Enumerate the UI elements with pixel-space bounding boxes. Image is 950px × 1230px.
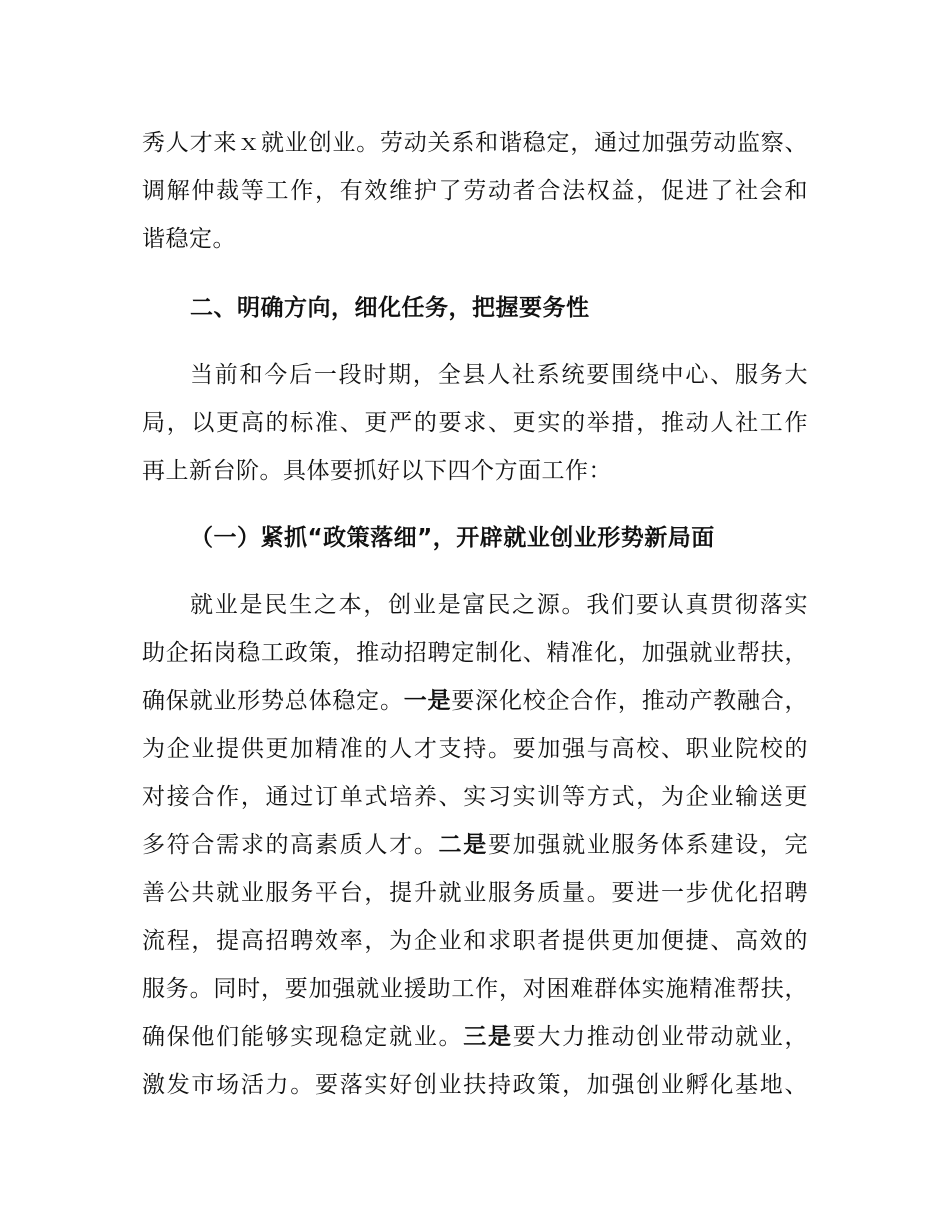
para3-line-5: 对接合作，通过订单式培养、实习实训等方式，为企业输送更 [142,784,808,810]
para3-line-9: 服务。同时，要加强就业援助工作，对困难群体实施精准帮扶， [142,976,808,1002]
section-heading-2: 二、明确方向，细化任务，把握要务性 [190,295,590,321]
para3-line-2: 助企拓岗稳工政策，推动招聘定制化、精准化，加强就业帮扶， [142,640,808,666]
para3-line-7: 善公共就业服务平台，提升就业服务质量。要进一步优化招聘 [142,880,808,906]
second-point-marker: 二是 [438,832,488,858]
para2-line-2: 局，以更高的标准、更严的要求、更实的举措，推动人社工作 [142,410,808,436]
third-point-marker: 三是 [463,1024,513,1050]
para3-line-4: 为企业提供更加精准的人才支持。要加强与高校、职业院校的 [142,736,808,762]
para2-line-1: 当前和今后一段时期，全县人社系统要围绕中心、服务大 [190,362,808,388]
para1-line-2: 调解仲裁等工作，有效维护了劳动者合法权益，促进了社会和 [142,178,808,204]
para3-line-11: 激发市场活力。要落实好创业扶持政策，加强创业孵化基地、 [142,1072,808,1098]
para2-line-3: 再上新台阶。具体要抓好以下四个方面工作： [142,458,612,484]
para3-line-8: 流程，提高招聘效率，为企业和求职者提供更加便捷、高效的 [142,928,808,954]
para3-line-3a: 确保就业形势总体稳定。 [142,688,404,714]
first-point-marker: 一是 [403,688,452,714]
para3-line-6a: 多符合需求的高素质人才。 [142,832,439,858]
para3-line-10a: 确保他们能够实现稳定就业。 [142,1024,464,1050]
para3-line-6 [142,830,808,860]
para3-line-10 [142,1022,808,1052]
para1-line-3: 谐稳定。 [142,226,236,252]
para3-line-6c: 要加强就业服务体系建设，完 [487,832,809,858]
subsection-heading-1: （一）紧抓“政策落细”，开辟就业创业形势新局面 [190,525,715,551]
para1-line-1: 秀人才来ｘ就业创业。劳动关系和谐稳定，通过加强劳动监察、 [142,130,808,156]
para3-line-3 [142,686,808,716]
para3-line-10c: 要大力推动创业带动就业， [512,1024,809,1050]
para3-line-3c: 要深化校企合作，推动产教融合， [451,688,809,714]
para3-line-1: 就业是民生之本，创业是富民之源。我们要认真贯彻落实 [190,592,808,618]
